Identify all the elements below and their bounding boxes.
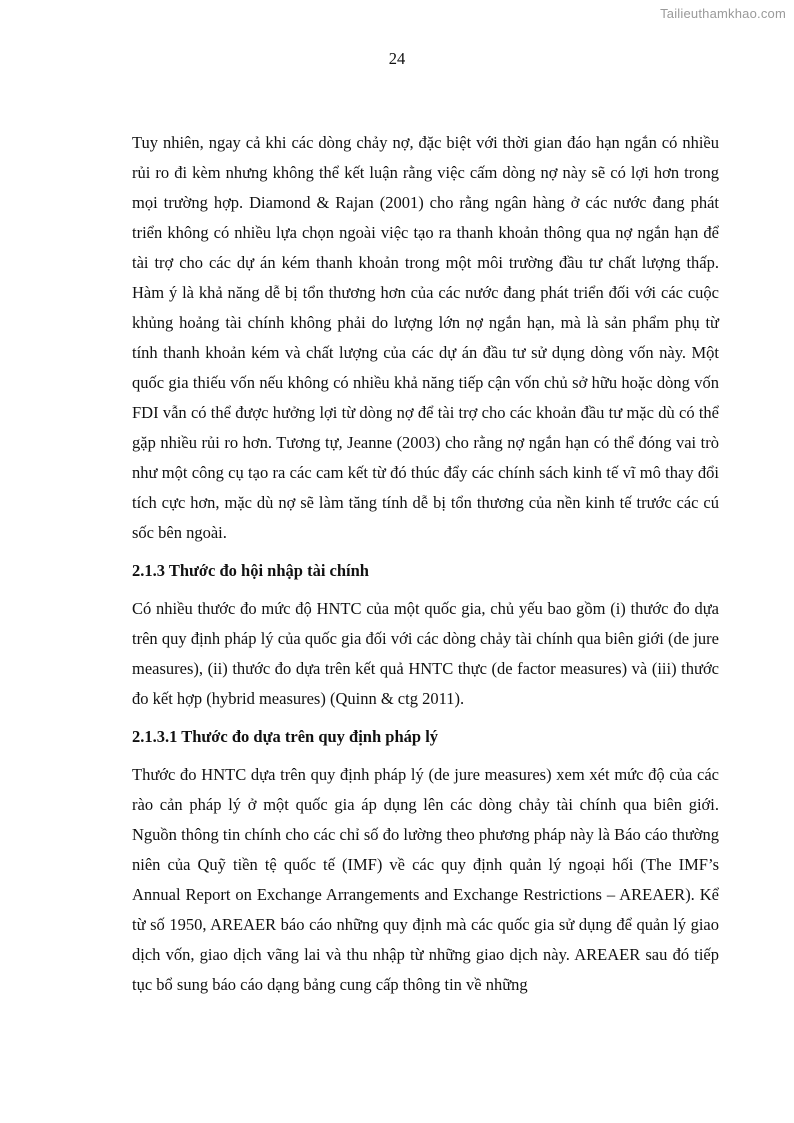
paragraph-measures: Có nhiều thước đo mức độ HNTC của một quốc gia, chủ yếu bao gồm (i) thước đo dựa trên quy định pháp lý của quốc gia đối với các dòng chảy tài chính qua biên giới (de jure measures), (ii) thước đo dựa trên kết quả HNTC thực (de factor measures) và (iii) thước đo kết hợp (hybrid measures) (Quinn & ctg 2011). [132, 599, 719, 708]
heading-section-2-1-3: 2.1.3 Thước đo hội nhập tài chính [132, 561, 369, 580]
heading-section-2-1-3-1: 2.1.3.1 Thước đo dựa trên quy định pháp lý [132, 727, 439, 746]
paragraph-de-jure: Thước đo HNTC dựa trên quy định pháp lý (de jure measures) xem xét mức độ của các rào cản pháp lý ở một quốc gia áp dụng lên các dòng chảy tài chính qua biên giới. Nguồn thông tin chính cho các chỉ số đo lường theo phương pháp này là Báo cáo thường niên của Quỹ tiền tệ quốc tế (IMF) về các quy định quản lý ngoại hối (The IMF’s Annual Report on Exchange Arrangements and Exchange Restrictions – AREAER). Kể từ số 1950, AREAER báo cáo những quy định mà các quốc gia sử dụng để quản lý giao dịch vốn, giao dịch vãng lai và thu nhập từ những giao dịch này. AREAER sau đó tiếp tục bổ sung báo cáo dạng bảng cung cấp thông tin về những [132, 765, 719, 994]
page-number: 24 [388, 49, 406, 68]
document-body [132, 128, 719, 1000]
watermark: Tailieuthamkhao.com [660, 6, 786, 21]
paragraph-intro: Tuy nhiên, ngay cả khi các dòng chảy nợ, đặc biệt với thời gian đáo hạn ngắn có nhiều rủi ro đi kèm nhưng không thể kết luận rằng việc cấm dòng nợ này sẽ có lợi hơn trong mọi trường hợp. Diamond & Rajan (2001) cho rằng ngân hàng ở các nước đang phát triển không có nhiều lựa chọn ngoài việc tạo ra thanh khoản thông qua nợ ngắn hạn để tài trợ cho các dự án kém thanh khoản trong một môi trường đầu tư chất lượng thấp. Hàm ý là khả năng dễ bị tổn thương hơn của các nước đang phát triển đối với các cuộc khủng hoảng tài chính không phải do lượng lớn nợ ngắn hạn, mà là sản phẩm phụ từ tính thanh khoản kém và chất lượng của các dự án đầu tư sử dụng dòng vốn này. Một quốc gia thiếu vốn nếu không có nhiều khả năng tiếp cận vốn chủ sở hữu hoặc dòng vốn FDI vẫn có thể được hưởng lợi từ dòng nợ để tài trợ cho các khoản đầu tư mặc dù có thể gặp nhiều rủi ro hơn. Tương tự, Jeanne (2003) cho rằng nợ ngắn hạn có thể đóng vai trò như một công cụ tạo ra các cam kết từ đó thúc đẩy các chính sách kinh tế vĩ mô thay đổi tích cực hơn, mặc dù nợ sẽ làm tăng tính dễ bị tổn thương của nền kinh tế trước các cú sốc bên ngoài. [132, 133, 719, 542]
